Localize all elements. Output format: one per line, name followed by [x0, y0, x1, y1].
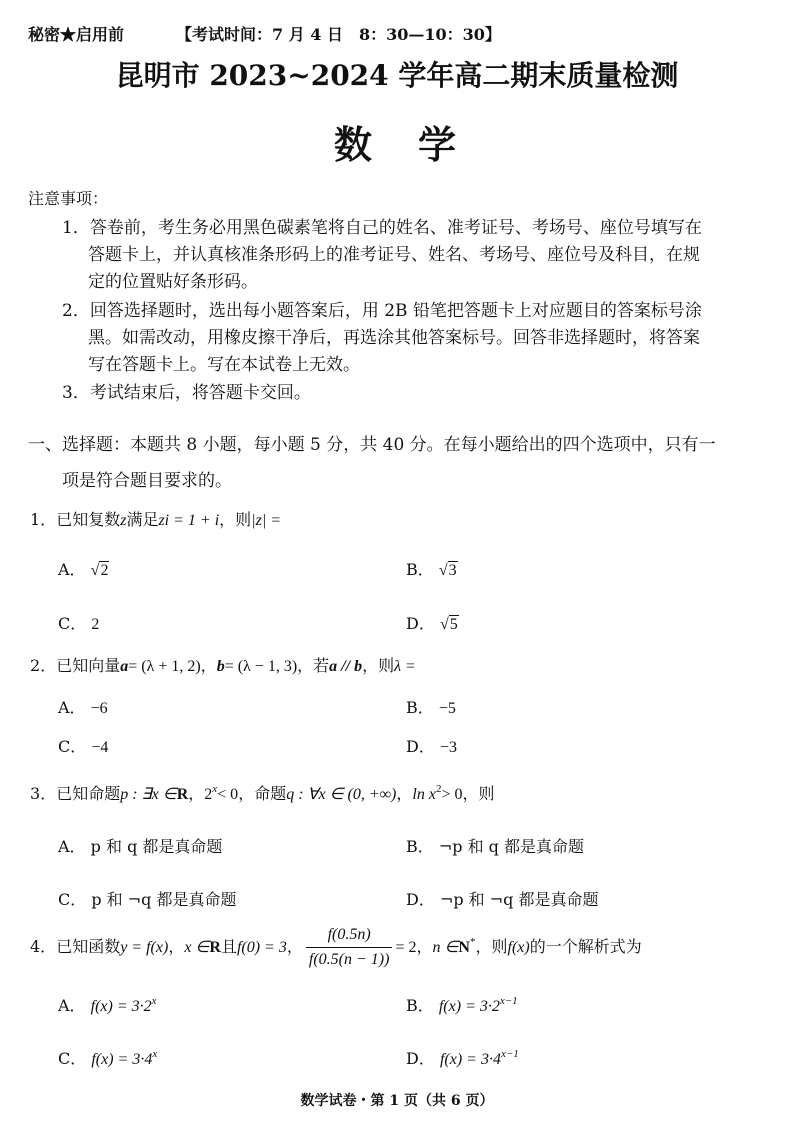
option-text: p 和 ¬q 都是真命题 — [91, 890, 237, 909]
question-1-stem-a: 已知复数 — [56, 510, 121, 529]
q-inequality-base: ln x — [412, 786, 436, 803]
question-1-var-z: z — [120, 512, 127, 529]
question-3-option-c — [58, 887, 237, 910]
option-label: D． — [406, 737, 435, 756]
question-4-option-d — [406, 1046, 519, 1069]
vector-b: b — [216, 658, 225, 675]
exam-time: 【考试时间：7 月 4 日 8：30—10：30】 — [176, 25, 501, 44]
option-formula: f(x) = 3·4 — [91, 1051, 153, 1068]
question-1-option-c — [58, 611, 99, 634]
section-1-line-2: 项是符合题目要求的。 — [62, 471, 232, 491]
question-3-number: 3． — [30, 784, 57, 803]
question-2-stem-c: ，则 — [362, 656, 395, 675]
section-1-line-1: 一、选择题：本题共 8 小题，每小题 5 分，共 40 分。在每小题给出的四个选项中，只有一 — [28, 435, 716, 455]
question-1-abs-z: |z| = — [251, 512, 282, 529]
question-1-option-b — [406, 557, 458, 580]
question-3-stem-c: ，则 — [462, 784, 495, 803]
option-label: C． — [58, 1049, 87, 1068]
option-label: A． — [58, 560, 86, 579]
separator: ， — [416, 937, 433, 956]
question-2-stem-b: ，若 — [297, 656, 330, 675]
real-set: R — [209, 939, 221, 956]
n-membership: n ∈ — [432, 939, 459, 956]
separator: ， — [286, 937, 303, 956]
notice-item-2-line-1: 2．回答选择题时，选出每小题答案后，用 2B 铅笔把答题卡上对应题目的答案标号涂 — [62, 301, 702, 321]
option-formula: f(x) = 3·4 — [439, 1051, 501, 1068]
function-def: y = f(x) — [120, 939, 169, 956]
q-inequality-exponent: 2 — [435, 783, 442, 795]
question-2-number: 2． — [30, 656, 57, 675]
option-label: B． — [406, 698, 434, 717]
option-label: D． — [406, 890, 435, 909]
notice-item-1-line-2: 答题卡上，并认真核准条形码上的准考证号、姓名、考场号、座位号及科目，在规 — [88, 245, 700, 265]
option-value: 2 — [91, 616, 100, 633]
vector-a-value: = (λ + 1, 2) — [128, 658, 201, 675]
notice-heading: 注意事项： — [28, 189, 109, 208]
vector-a: a — [120, 658, 129, 675]
proposition-q: q : ∀x ∈ (0, +∞) — [286, 786, 397, 803]
option-exponent: x — [152, 1048, 158, 1060]
subject-title: 数 学 — [333, 122, 460, 167]
secret-label: 秘密★启用前 — [28, 25, 125, 44]
notice-item-2-line-3: 写在答题卡上。写在本试卷上无效。 — [88, 355, 360, 375]
option-value: −5 — [438, 700, 456, 717]
parallel-condition: a // b — [329, 658, 363, 675]
option-label: A． — [58, 996, 86, 1015]
p-inequality-tail: < 0 — [217, 786, 239, 803]
separator: ， — [396, 784, 413, 803]
option-label: B． — [406, 996, 434, 1015]
notice-item-1-line-1: 1．答卷前，考生务必用黑色碳素笔将自己的姓名、准考证号、考场号、座位号填写在 — [62, 218, 702, 238]
question-3-option-d — [406, 887, 599, 910]
question-4-number: 4． — [30, 937, 57, 956]
option-label: C． — [58, 614, 87, 633]
question-4-stem-b: 且 — [220, 937, 237, 956]
radicand: 3 — [448, 562, 457, 579]
notice-item-1-line-3: 定的位置贴好条形码。 — [88, 272, 258, 292]
option-label: B． — [406, 560, 434, 579]
option-value: −3 — [439, 739, 457, 756]
question-1-stem-c: ，则 — [219, 510, 252, 529]
question-2-option-c — [58, 734, 108, 757]
vector-b-value: = (λ − 1, 3) — [224, 658, 298, 675]
option-text: ¬p 和 q 都是真命题 — [438, 837, 585, 856]
question-3-option-b — [406, 834, 584, 857]
question-1-number: 1． — [30, 510, 57, 529]
question-4-stem-c: ，则 — [475, 937, 508, 956]
option-exponent: x−1 — [499, 995, 518, 1007]
option-label: A． — [58, 837, 86, 856]
q-inequality-tail: > 0 — [441, 786, 463, 803]
exam-title: 昆明市 2023~2024 学年高二期末质量检测 — [115, 59, 679, 92]
notice-item-3: 3．考试结束后，将答题卡交回。 — [62, 383, 311, 403]
sqrt-expression: √2 — [90, 562, 109, 579]
lambda-equals: λ = — [394, 658, 416, 675]
fraction-denominator: f(0.5(n − 1)) — [308, 951, 390, 968]
question-1-option-a — [58, 557, 109, 580]
fx: f(x) — [507, 939, 530, 956]
option-label: A． — [58, 698, 86, 717]
option-label: D． — [406, 614, 435, 633]
p-inequality-base: 2 — [204, 786, 213, 803]
question-2-option-d — [406, 734, 457, 757]
sqrt-expression: √3 — [438, 562, 457, 579]
question-3-stem-b: ，命题 — [238, 784, 287, 803]
question-2-option-b — [406, 695, 456, 718]
question-3-stem-a: 已知命题 — [56, 784, 121, 803]
real-set: R — [176, 786, 189, 803]
option-formula: f(x) = 3·2 — [438, 998, 500, 1015]
separator: ， — [188, 784, 205, 803]
question-4-stem-d: 的一个解析式为 — [529, 937, 642, 956]
question-3-option-a — [58, 834, 222, 857]
fraction-numerator: f(0.5n) — [306, 925, 393, 948]
separator: ， — [168, 937, 185, 956]
option-label: D． — [406, 1049, 435, 1068]
separator: ， — [200, 656, 217, 675]
option-value: −6 — [90, 700, 108, 717]
question-4-option-b — [406, 993, 518, 1016]
question-1-equation: zi = 1 + i — [158, 512, 220, 529]
question-4-option-a — [58, 993, 157, 1016]
question-1-option-d — [406, 611, 459, 634]
fraction-equals: = 2 — [395, 939, 417, 956]
p-inequality-exponent: x — [212, 783, 218, 795]
option-label: B． — [406, 837, 434, 856]
question-1-stem-b: 满足 — [126, 510, 159, 529]
page-footer: 数学试卷・第 1 页（共 6 页） — [300, 1093, 494, 1109]
proposition-p: p : ∃x ∈ — [120, 786, 177, 803]
sqrt-expression: √5 — [439, 616, 458, 633]
option-text: ¬p 和 ¬q 都是真命题 — [439, 890, 599, 909]
question-2-option-a — [58, 695, 108, 718]
radicand: 5 — [449, 616, 458, 633]
option-text: p 和 q 都是真命题 — [90, 837, 223, 856]
domain: x ∈ — [184, 939, 210, 956]
option-label: C． — [58, 737, 87, 756]
initial-value: f(0) = 3 — [236, 939, 287, 956]
radicand: 2 — [100, 562, 109, 579]
option-exponent: x−1 — [500, 1048, 519, 1060]
question-4-stem-a: 已知函数 — [56, 937, 121, 956]
option-formula: f(x) = 3·2 — [90, 998, 152, 1015]
option-exponent: x — [151, 995, 157, 1007]
question-2-stem-a: 已知向量 — [56, 656, 121, 675]
question-2-stem — [30, 653, 416, 676]
question-4-stem — [30, 924, 642, 971]
question-3-stem — [30, 781, 494, 804]
question-4-option-c — [58, 1046, 157, 1069]
option-value: −4 — [91, 739, 109, 756]
natural-set: N — [458, 939, 470, 956]
notice-item-2-line-2: 黑。如需改动，用橡皮擦干净后，再选涂其他答案标号。回答非选择题时，将答案 — [88, 328, 700, 348]
natural-star: * — [469, 936, 476, 948]
question-1-stem — [30, 507, 281, 530]
ratio-fraction — [306, 925, 393, 970]
option-label: C． — [58, 890, 87, 909]
